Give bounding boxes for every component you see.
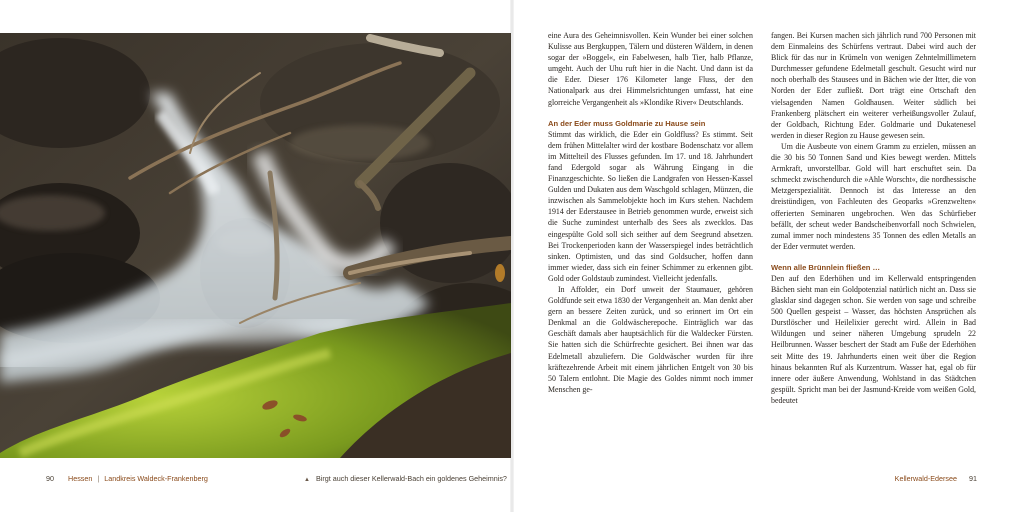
text-column-left [548,30,753,395]
running-head-subsection: Landkreis Waldeck-Frankenberg [104,474,208,483]
photo-caption [304,474,507,483]
page-number-right: 91 [969,474,977,483]
forest-stream-photo-icon [0,33,511,458]
stream-photo [0,33,511,458]
section-heading: Wenn alle Brünnlein fließen … [771,262,881,272]
paragraph: Stimmt das wirklich, die Eder ein Goldfluss? Es stimmt. Seit dem frühen Mittelalter wird der kostbare Bodenschatz vor allem im Mittelteil des Flusses gefunden. Im 17. und 18. Jahrhundert fand Edergold sogar als Währung Eingang in die Finanzgeschichte. So ließen die Landgrafen von Hessen-Kassel Gulden und Dukaten aus dem Waschgold schlagen, Münzen, die inzwischen als Sammelobjekte hoch im Kurs stehen. Nachdem 1914 der Ederstausee in Betrieb genommen wurde, erweist sich die Suche zumindest unterhalb des Sees als zwecklos. Das eingespülte Gold soll sich seither auf dem Seegrund absetzen. Bei Trockenperioden kann der Wasserspiegel indes beträchtlich sinken. Optimisten, und das sind Goldsucher, hoffen dann immer wieder, dass sich ein feiner Schimmer zu erkennen gibt. Gold oder Goldstaub zumindest. Vielleicht jedenfalls. [548,129,753,283]
text-column-right [771,30,976,406]
book-gutter [510,0,514,512]
paragraph: Um die Ausbeute von einem Gramm zu erzielen, müssen an die 30 bis 50 Tonnen Sand und Kies bewegt werden. Mittels Armkraft, unvorstellbar. Gold will hart erschuftet sein. Da schmeckt zwischendurch die »Ahle Worscht«, die nordhessische Metzgerspezialität. Dennoch ist das Interesse an den dreistündigen, von Fachleuten des Geoparks »Grenzwelten« offerierten Seminaren ungebrochen. Wen das Schürfieber befällt, der scheut weder Bandscheibenvorfall noch Schwielen, zumal immer noch mindestens 35 Tonnen des edlen Metalls an der Eder vermutet werden. [771,141,976,251]
section-heading: An der Eder muss Goldmarie zu Hause sein [548,118,706,128]
running-head-right: Kellerwald-Edersee [894,474,957,483]
separator: | [97,474,100,483]
paragraph: eine Aura des Geheimnisvollen. Kein Wunder bei einer solchen Kulisse aus Bergkuppen, Tälern und düsteren Wäldern, in denen sogar der »Boggel«, ein Fabelwesen, halb Tier, halb Pflanze, umgeht. Auch der Uhu ruft hier in die Nacht. Und dann ist da die Eder. Dieser 176 Kilometer lange Fluss, der den Nationalpark aus drei Himmelsrichtungen umfasst, hat eine glorreiche Vergangenheit als »Klondike River« Deutschlands. [548,31,753,107]
paragraph: In Affolder, ein Dorf unweit der Staumauer, gehören Goldfunde seit etwa 1830 der Vergangenheit an. Man denkt aber gern an bessere Zeiten zurück, und so erinnert im Ort ein Denkmal an die Goldwäscherepoche. Einträglich war das Geschäft damals aber hauptsächlich für die Waldecker Fürsten. Sie hatten sich die Schürfrechte gesichert. Bei ihnen war das Edelmetall abzuliefern. Die Goldwäscher wurden für ihre kräftezehrende Arbeit mit einem jährlichen Entgelt von 30 bis 50 Talern entlohnt. Die Magie des Goldes nimmt noch immer Menschen ge- [548,284,753,394]
caption-text: Birgt auch dieser Kellerwald-Bach ein goldenes Geheimnis? [315,474,507,483]
triangle-up-icon: ▲ [304,477,310,483]
footer-left [46,474,208,483]
paragraph: fangen. Bei Kursen machen sich jährlich rund 700 Personen mit dem Einmaleins des Schürfens vertraut. Dabei wird auch der Blick für das nur in Krümeln von wenigen Zehntelmillimetern Durchmesser gefundene Edelmetall geschult. Gesucht wird nur noch oberhalb des Stausees und in Bächen wie der Itter, die von Norden der Eder zufließt. Dort trägt eine Ortschaft den vielsagenden Namen Goldhausen. Weiter südlich bei Frankenberg plätschert ein weiterer verheißungsvoller Zulauf, der Goldbach, Richtung Eder. Goldmarie und Dukatenesel werden in dieser Region zu Hause gewesen sein. [771,31,976,140]
paragraph: Den auf den Ederhöhen und im Kellerwald entspringenden Bächen sieht man ein Goldpotenzial natürlich nicht an. Dass sie glasklar sind dagegen schon. Sie werden von sage und schreibe 500 Quellen gespeist – Wasser, das höchsten Ansprüchen als Durstlöscher und Heilelixier gerecht wird. Allein in Bad Wildungen und seiner näheren Umgebung sprudeln 22 Heilbrunnen. Wasser beschert der Stadt am Fuße der Ederhöhen seit Mitte des 19. Jahrhunderts einen weit über die Region hinaus bekannten Ruf als Kurzentrum. Wasser hat, egal ob für innere oder äußere Anwendung, Wohlstand in das Städtchen gespült. Spricht man bei der Jasmund-Kreide vom weißen Gold, bedeutet [771,273,976,405]
page-number-left: 90 [46,474,54,483]
footer-right [895,474,977,483]
running-head-section: Hessen [68,474,93,483]
